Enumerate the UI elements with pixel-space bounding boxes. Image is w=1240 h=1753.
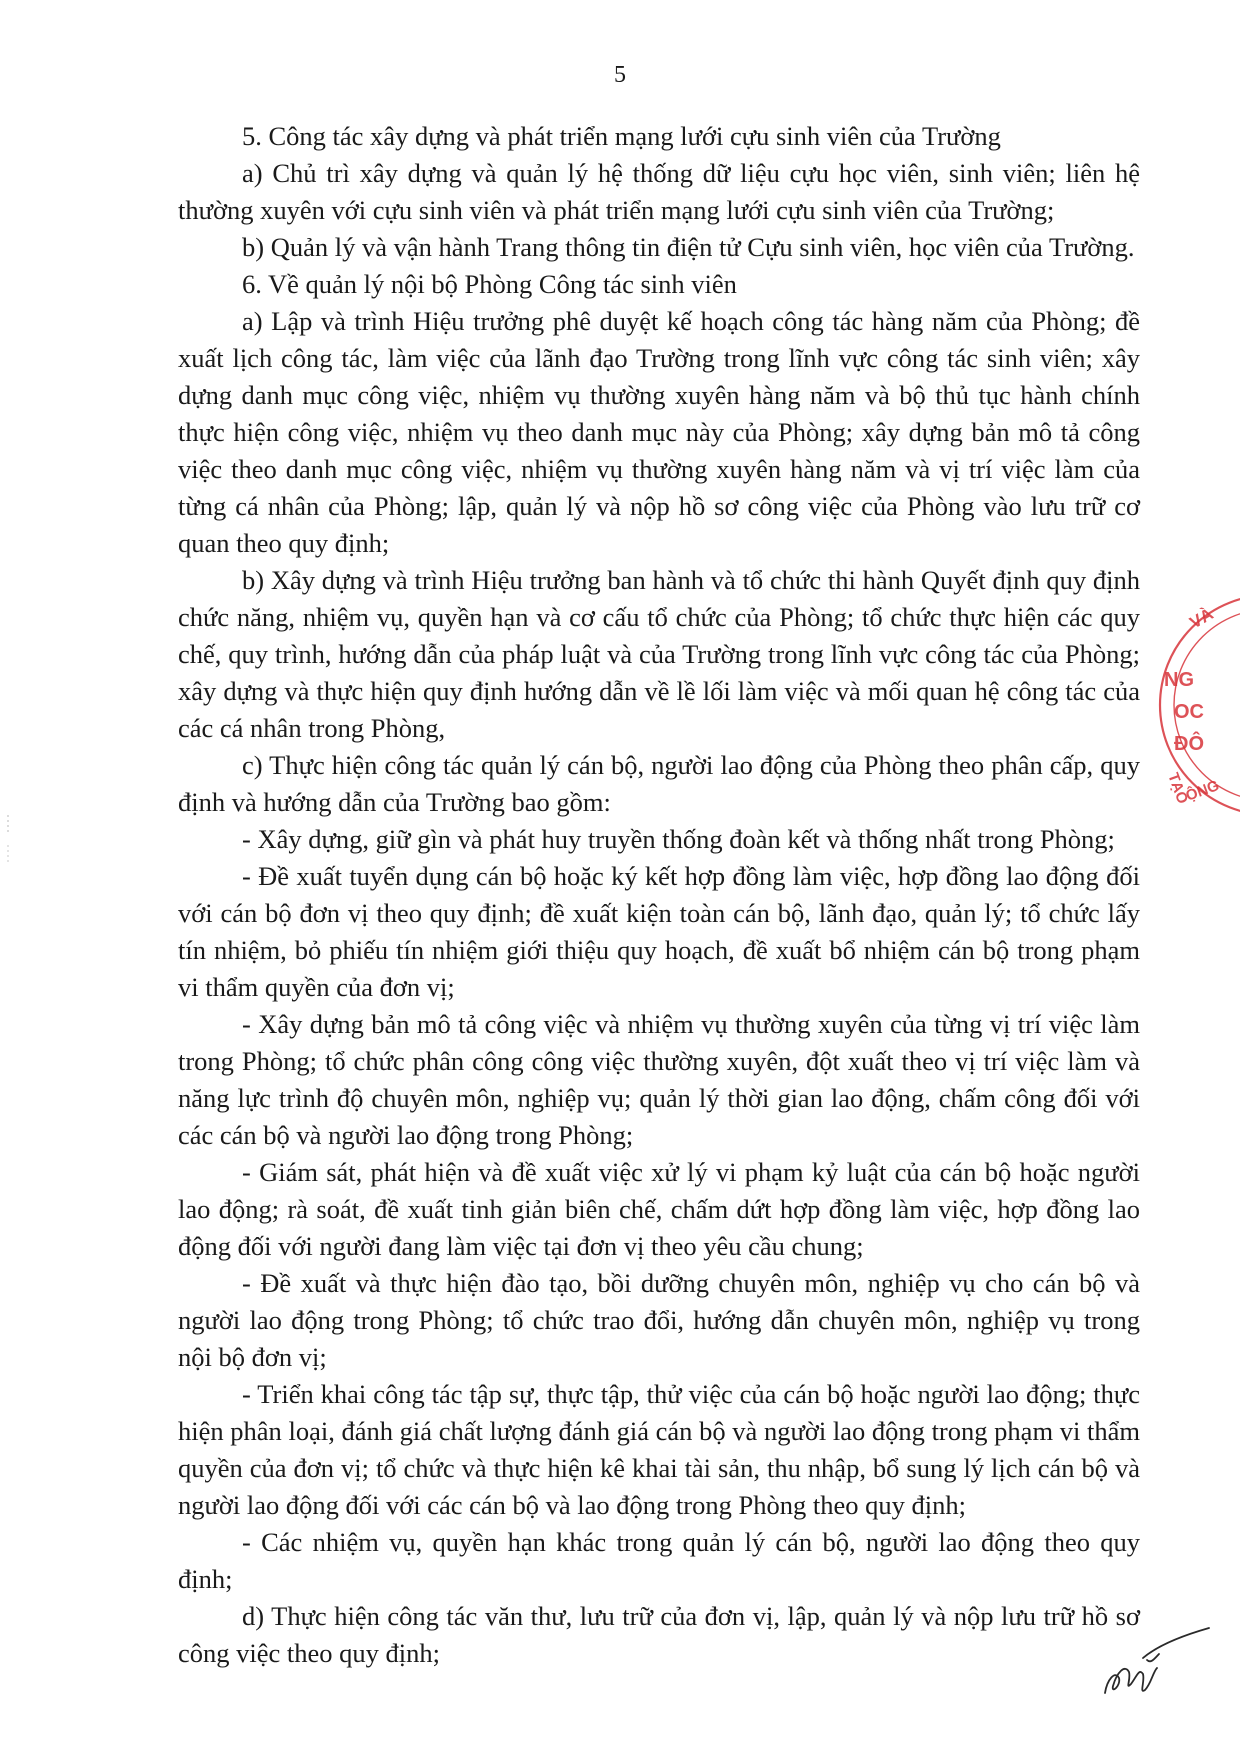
section-6c-item-5: - Đề xuất và thực hiện đào tạo, bồi dưỡng chuyên môn, nghiệp vụ cho cán bộ và người lao động trong Phòng; tổ chức trao đổi, hướng dẫn chuyên môn, nghiệp vụ trong nội bộ đơn vị; xyxy=(178,1268,1140,1372)
section-6c: c) Thực hiện công tác quản lý cán bộ, người lao động của Phòng theo phân cấp, quy định và hướng dẫn của Trường bao gồm: xyxy=(178,750,1140,817)
handwritten-signature xyxy=(1085,1598,1215,1708)
page-number: 5 xyxy=(614,62,626,88)
svg-text:TẠO: TẠO xyxy=(1164,770,1192,807)
section-5a: a) Chủ trì xây dựng và quản lý hệ thống dữ liệu cựu học viên, sinh viên; liên hệ thường xuyên với cựu sinh viên và phát triển mạng lưới cựu sinh viên của Trường; xyxy=(178,158,1140,225)
section-6c-item-6: - Triển khai công tác tập sự, thực tập, thử việc của cán bộ hoặc người lao động; thực hiện phân loại, đánh giá chất lượng đánh giá cán bộ và người lao động trong phạm vi thẩm quyền của đơn vị; tổ chức và thực hiện kê khai tài sản, thu nhập, bổ sung lý lịch cán bộ và người lao động đối với các cán bộ và lao động trong Phòng theo quy định; xyxy=(178,1379,1140,1520)
svg-text:ỘNG: ỘNG xyxy=(1183,777,1222,805)
svg-text:NG: NG xyxy=(1164,669,1194,691)
section-6c-item-3: - Xây dựng bản mô tả công việc và nhiệm vụ thường xuyên của từng vị trí việc làm trong Phòng; tổ chức phân công công việc thường xuyên, đột xuất theo vị trí việc làm và năng lực trình độ chuyên môn, nghiệp vụ; quản lý thời gian lao động, chấm công đối với các cán bộ và người lao động trong Phòng; xyxy=(178,1009,1140,1150)
section-5b: b) Quản lý và vận hành Trang thông tin điện tử Cựu sinh viên, học viên của Trường. xyxy=(242,232,1135,262)
svg-text:OC: OC xyxy=(1174,701,1204,723)
section-5-title: 5. Công tác xây dựng và phát triển mạng lưới cựu sinh viên của Trường xyxy=(242,121,1001,151)
section-6c-item-4: - Giám sát, phát hiện và đề xuất việc xử lý vi phạm kỷ luật của cán bộ hoặc người lao động; rà soát, đề xuất tinh giản biên chế, chấm dứt hợp đồng làm việc, hợp đồng lao động đối với người đang làm việc tại đơn vị theo yêu cầu chung; xyxy=(178,1157,1140,1261)
section-6c-item-2: - Đề xuất tuyển dụng cán bộ hoặc ký kết hợp đồng làm việc, hợp đồng lao động đối với cán bộ đơn vị theo quy định; đề xuất kiện toàn cán bộ, lãnh đạo, quản lý; tổ chức lấy tín nhiệm, bỏ phiếu tín nhiệm giới thiệu quy hoạch, đề xuất bổ nhiệm cán bộ trong phạm vi thẩm quyền của đơn vị; xyxy=(178,861,1140,1002)
scan-margin-mark xyxy=(4,815,12,865)
section-6c-item-7: - Các nhiệm vụ, quyền hạn khác trong quản lý cán bộ, người lao động theo quy định; xyxy=(178,1527,1140,1594)
document-body xyxy=(178,118,1140,1672)
svg-text:ĐÔ: ĐÔ xyxy=(1174,733,1204,755)
official-seal-stamp xyxy=(1150,585,1240,825)
section-6c-item-1: - Xây dựng, giữ gìn và phát huy truyền thống đoàn kết và thống nhất trong Phòng; xyxy=(242,824,1115,854)
section-6-title: 6. Về quản lý nội bộ Phòng Công tác sinh viên xyxy=(242,269,737,299)
svg-text:VÀ: VÀ xyxy=(1186,604,1217,633)
section-6d: d) Thực hiện công tác văn thư, lưu trữ của đơn vị, lập, quản lý và nộp lưu trữ hồ sơ công việc theo quy định; xyxy=(178,1601,1140,1668)
section-6a: a) Lập và trình Hiệu trưởng phê duyệt kế hoạch công tác hàng năm của Phòng; đề xuất lịch công tác, làm việc của lãnh đạo Trường trong lĩnh vực công tác sinh viên; xây dựng danh mục công việc, nhiệm vụ thường xuyên hàng năm và bộ thủ tục hành chính thực hiện công việc, nhiệm vụ theo danh mục này của Phòng; xây dựng bản mô tả công việc theo danh mục công việc, nhiệm vụ thường xuyên hàng năm và vị trí việc làm của từng cá nhân của Phòng; lập, quản lý và nộp hồ sơ công việc của Phòng vào lưu trữ cơ quan theo quy định; xyxy=(178,306,1140,558)
section-6b: b) Xây dựng và trình Hiệu trưởng ban hành và tổ chức thi hành Quyết định quy định chức năng, nhiệm vụ, quyền hạn và cơ cấu tổ chức của Phòng; tổ chức thực hiện các quy chế, quy trình, hướng dẫn của pháp luật và của Trường trong lĩnh vực công tác của Phòng; xây dựng và thực hiện quy định hướng dẫn về lề lối làm việc và mối quan hệ công tác của các cá nhân trong Phòng, xyxy=(178,565,1140,743)
